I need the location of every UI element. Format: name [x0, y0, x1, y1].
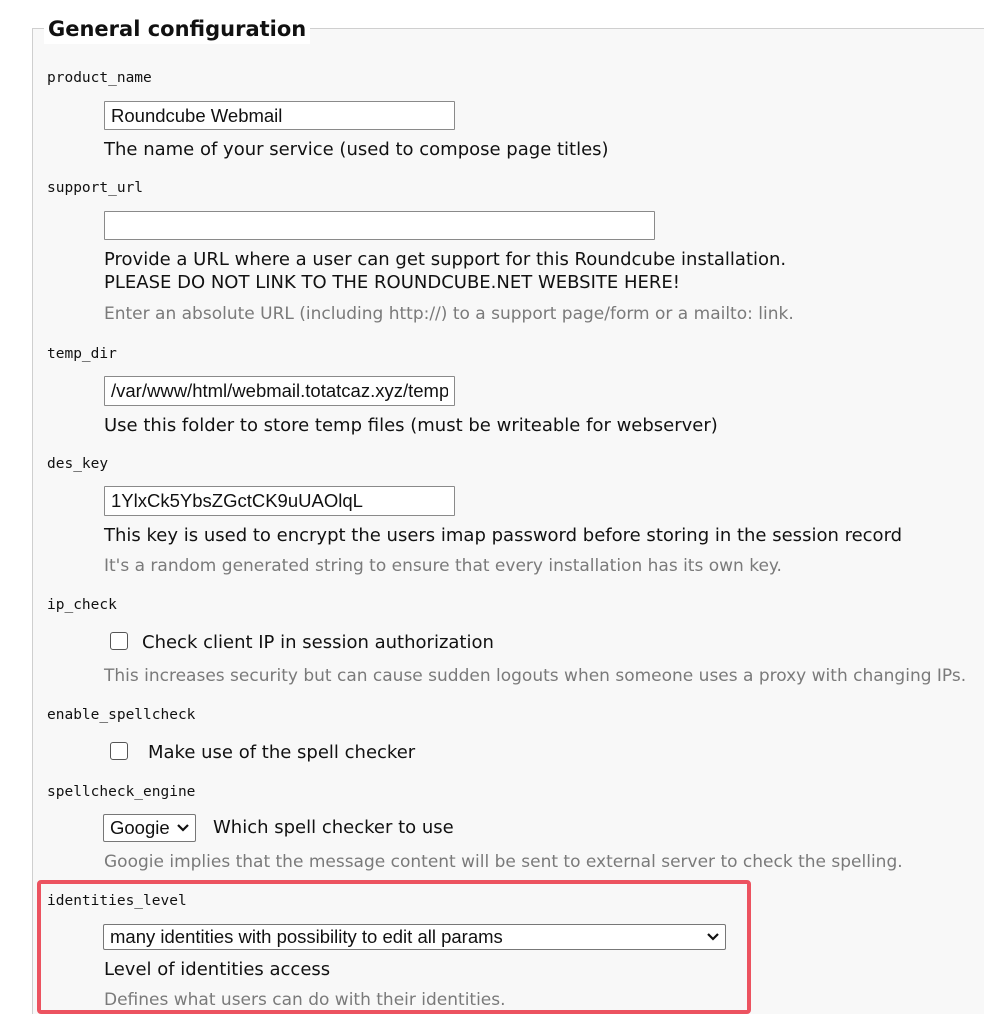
- support-url-description: Provide a URL where a user can get support for this Roundcube installation.: [104, 249, 787, 270]
- product-name-description: The name of your service (used to compose page titles): [104, 139, 609, 160]
- enable-spellcheck-checkbox[interactable]: [110, 742, 128, 760]
- product-name-key: product_name: [47, 70, 152, 86]
- chevron-down-icon: [176, 823, 190, 833]
- temp-dir-input[interactable]: [104, 376, 455, 406]
- spellcheck-engine-key: spellcheck_engine: [47, 784, 196, 800]
- des-key-key: des_key: [47, 456, 109, 472]
- identities-level-hint: Defines what users can do with their identities.: [104, 990, 506, 1010]
- spellcheck-engine-select[interactable]: [103, 814, 196, 842]
- des-key-description: This key is used to encrypt the users imap password before storing in the session record: [104, 525, 903, 546]
- identities-level-selected: many identities with possibility to edit all params: [110, 926, 503, 947]
- section-title: General configuration: [44, 14, 310, 44]
- ip-check-checkbox[interactable]: [110, 632, 128, 650]
- ip-check-hint: This increases security but can cause sudden logouts when someone uses a proxy with changing IPs.: [104, 666, 967, 686]
- des-key-input[interactable]: [104, 486, 455, 516]
- highlight-annotation-box: [37, 880, 751, 1014]
- spellcheck-engine-selected: Googie: [110, 817, 170, 838]
- spellcheck-engine-label: Which spell checker to use: [213, 817, 454, 838]
- temp-dir-key: temp_dir: [47, 346, 117, 362]
- product-name-input[interactable]: [104, 101, 455, 130]
- enable-spellcheck-label: Make use of the spell checker: [148, 742, 416, 763]
- support-url-warning: PLEASE DO NOT LINK TO THE ROUNDCUBE.NET WEBSITE HERE!: [104, 272, 680, 293]
- support-url-hint: Enter an absolute URL (including http://) to a support page/form or a mailto: link.: [104, 304, 794, 324]
- identities-level-key: identities_level: [47, 893, 187, 909]
- spellcheck-engine-hint: Googie implies that the message content will be sent to external server to check the spelling.: [104, 852, 903, 872]
- enable-spellcheck-key: enable_spellcheck: [47, 707, 196, 723]
- ip-check-label: Check client IP in session authorization: [142, 632, 494, 653]
- temp-dir-description: Use this folder to store temp files (must be writeable for webserver): [104, 415, 718, 436]
- support-url-input[interactable]: [104, 211, 655, 240]
- des-key-hint: It's a random generated string to ensure that every installation has its own key.: [104, 556, 782, 576]
- identities-level-description: Level of identities access: [104, 959, 331, 980]
- support-url-key: support_url: [47, 180, 144, 196]
- ip-check-key: ip_check: [47, 597, 117, 613]
